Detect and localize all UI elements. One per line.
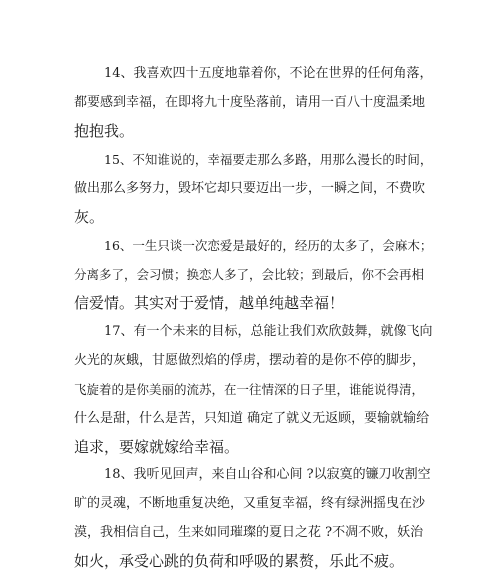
paragraph-line: 如火，承受心跳的负荷和呼吸的累赘，乐此不疲。	[74, 552, 405, 570]
paragraph-14	[74, 59, 434, 146]
paragraph-17	[74, 317, 434, 462]
paragraph-line: 15、不知谁说的，幸福要走那么多路，用那么漫长的时间，	[104, 152, 433, 167]
paragraph-18	[74, 460, 434, 576]
paragraph-line: 灰。	[74, 208, 105, 226]
paragraph-line: 16、一生只谈一次恋爱是最好的，经历的太多了，会麻木；	[104, 238, 433, 253]
paragraph-line: 火光的灰蛾，甘愿做烈焰的俘虏，摆动着的是你不停的脚步，	[74, 353, 426, 368]
paragraph-line: 17、有一个未来的目标，总能让我们欢欣鼓舞，就像飞向	[104, 324, 433, 339]
paragraph-15	[74, 145, 434, 232]
paragraph-line: 18、我听见回声，来自山谷和心间 ?以寂寞的镰刀收割空	[104, 467, 431, 482]
paragraph-line: 分离多了，会习惯；换恋人多了，会比较；到最后，你不会再相	[74, 267, 425, 282]
paragraph-line: 抱抱我。	[74, 122, 135, 140]
paragraph-line: 漠，我相信自己，生来如同璀璨的夏日之花 ?不凋不败，妖治	[74, 525, 424, 540]
paragraph-line: 做出那么多努力，毁坏它却只要迈出一步，一瞬之间，不费吹	[74, 181, 426, 196]
paragraph-line: 14、我喜欢四十五度地靠着你，不论在世界的任何角落，	[104, 66, 433, 81]
paragraph-line: 什么是甜，什么是苦，只知道 确定了就义无返顾，要输就输给	[74, 411, 430, 426]
paragraph-line: 都要感到幸福，在即将九十度坠落前，请用一百八十度温柔地	[74, 95, 426, 110]
paragraph-line: 信爱情。其实对于爱情，越单纯越幸福！	[74, 294, 345, 312]
paragraph-16	[74, 231, 434, 318]
paragraph-line: 追求，要嫁就嫁给幸福。	[74, 438, 240, 456]
paragraph-line: 飞旋着的是你美丽的流苏，在一往情深的日子里，谁能说得清，	[74, 382, 425, 397]
paragraph-line: 旷的灵魂，不断地重复决绝，又重复幸福，终有绿洲摇曳在沙	[74, 496, 426, 511]
